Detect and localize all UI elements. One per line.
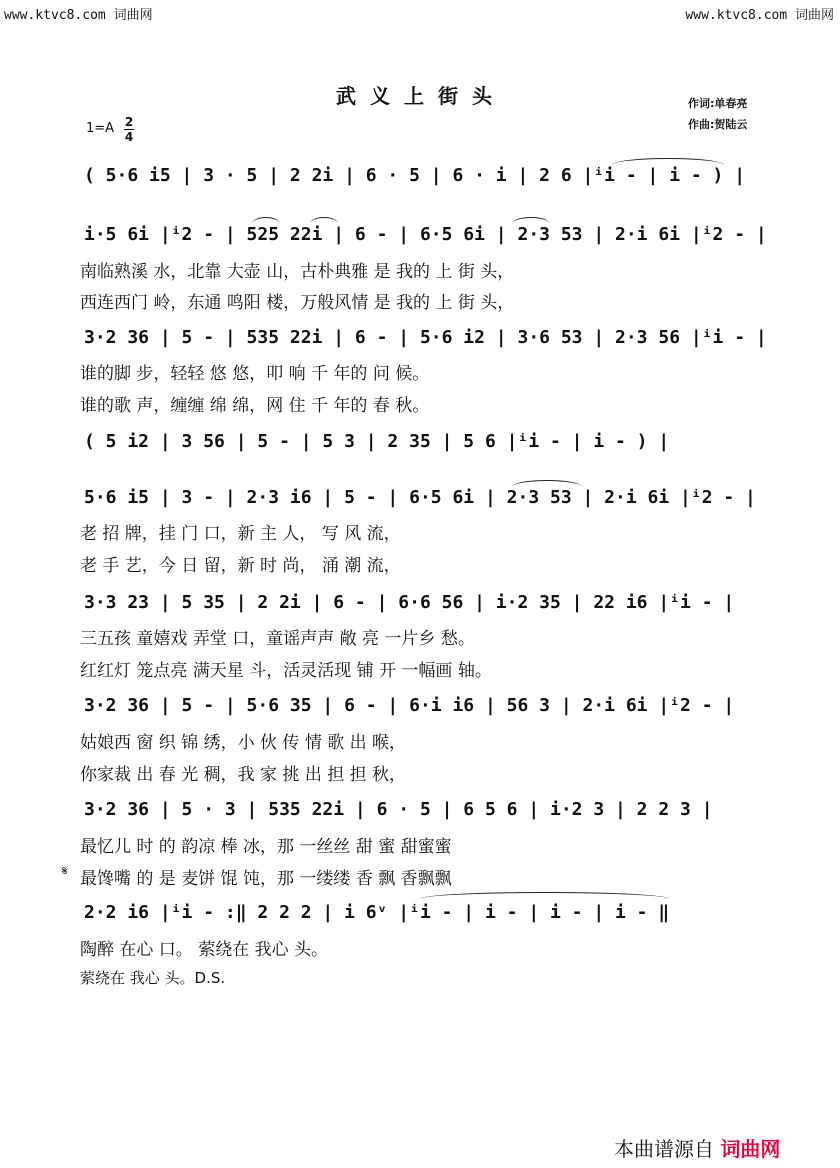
score-system-7-lyric-2: 你家裁 出 春 光 稠，我 家 挑 出 担 担 秋， [80,765,407,785]
score-system-2-notes: i·5 6i |ⁱ2 - | 525 22i | 6 - | 6·5 6i | 2·3 53 | 2·i 6i |ⁱ2 - | [84,224,767,245]
score-system-5-notes: 5·6 i5 | 3 - | 2·3 i6 | 5 - | 6·5 6i | 2·3 53 | 2·i 6i |ⁱ2 - | [84,487,756,508]
key-signature: 1=A [86,121,115,136]
slur-arc [310,217,338,224]
footer-site: 词曲网 [720,1137,781,1161]
score-system-9-notes: 2·2 i6 |ⁱi - :‖ 2 2 2 | i 6ᵛ |ⁱi - | i - | i - | i - ‖ [84,902,670,923]
tie-arc [420,892,670,899]
score-system-9-lyric-2: 萦绕在 我心 头。D.S. [80,969,226,987]
score-system-6-lyric-1: 三五孩 童嬉戏 弄堂 口，童谣声声 敞 亮 一片乡 愁。 [80,629,475,649]
composer-credit: 作曲:贺陆云 [688,118,748,131]
time-signature-numerator: 2 [124,115,134,129]
score-system-7-notes: 3·2 36 | 5 - | 5·6 35 | 6 - | 6·i i6 | 56 3 | 2·i 6i |ⁱ2 - | [84,695,735,716]
score-system-2-lyric-2: 西连西门 岭，东通 鸣阳 楼，万般风情 是 我的 上 街 头， [80,293,515,313]
score-system-8-lyric-1: 最忆儿 时 的 韵凉 棒 冰，那 一丝丝 甜 蜜 甜蜜蜜 [80,837,452,857]
watermark-left: www.ktvc8.com 词曲网 [4,8,153,23]
score-system-2-lyric-1: 南临熟溪 水，北靠 大壶 山，古朴典雅 是 我的 上 街 头， [80,262,515,282]
score-system-6-lyric-2: 红红灯 笼点亮 满天星 斗，活灵活现 铺 开 一幅画 轴。 [80,661,492,681]
score-system-6-notes: 3·3 23 | 5 35 | 2 2i | 6 - | 6·6 56 | i·2 35 | 22 i6 |ⁱi - | [84,592,735,613]
watermark-right: www.ktvc8.com 词曲网 [685,8,834,23]
score-system-5-lyric-2: 老 手 艺，今 日 留，新 时 尚， 涌 潮 流， [80,556,401,576]
time-signature-denominator: 4 [124,130,134,144]
slur-arc [512,217,550,224]
score-system-3-notes: 3·2 36 | 5 - | 535 22i | 6 - | 5·6 i2 | 3·6 53 | 2·3 56 |ⁱi - | [84,327,767,348]
footer-source: 本曲谱源自 [614,1137,714,1161]
score-system-8-notes: 3·2 36 | 5 · 3 | 535 22i | 6 · 5 | 6 5 6 | i·2 3 | 2 2 3 | [84,799,713,820]
score-system-5-lyric-1: 老 招 牌，挂 门 口，新 主 人， 写 风 流， [80,524,401,544]
tie-arc [612,158,724,165]
lyricist-credit: 作词:单春亮 [688,97,748,110]
slur-arc [252,217,280,224]
score-system-4-notes: ( 5 i2 | 3 56 | 5 - | 5 3 | 2 35 | 5 6 |ⁱi - | i - ) | [84,431,670,452]
score-system-9-lyric-1: 陶醉 在心 口。 萦绕在 我心 头。 [80,940,329,960]
song-title: 武义上街头 [336,84,506,108]
score-system-1-notes: ( 5·6 i5 | 3 · 5 | 2 2i | 6 · 5 | 6 · i | 2 6 |ⁱi - | i - ) | [84,165,746,186]
segno-sign: 𝄋 [62,864,68,879]
score-system-8-lyric-2: 最馋嘴 的 是 麦饼 馄 饨，那 一缕缕 香 飘 香飘飘 [80,869,452,889]
slur-arc [512,480,582,487]
score-system-3-lyric-1: 谁的脚 步，轻轻 悠 悠，叩 响 千 年的 问 候。 [80,364,430,384]
score-system-7-lyric-1: 姑娘西 窗 织 锦 绣，小 伙 传 情 歌 出 喉， [80,733,407,753]
footer-credit [614,1133,780,1162]
score-system-3-lyric-2: 谁的歌 声，缠缠 绵 绵，网 住 千 年的 春 秋。 [80,396,430,416]
